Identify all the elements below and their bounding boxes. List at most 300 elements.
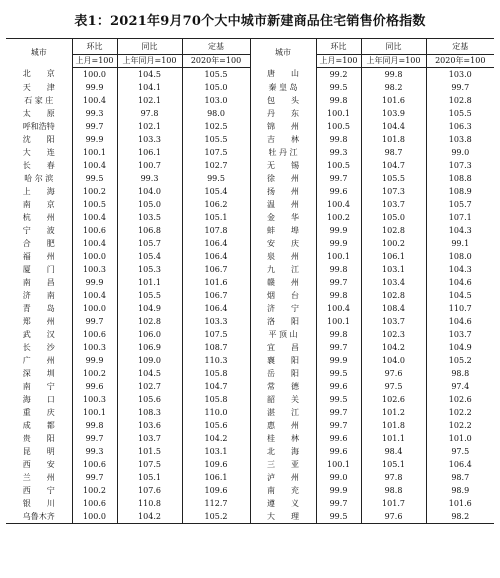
- index-yoy-left: 103.5: [117, 211, 182, 224]
- index-base-right: 110.7: [426, 302, 494, 315]
- index-yoy-left: 97.8: [117, 107, 182, 120]
- city-name-left: 长 沙: [22, 342, 55, 352]
- index-base-right: 108.9: [426, 185, 494, 198]
- index-mom-left: 99.8: [72, 419, 117, 432]
- index-base-right: 98.2: [426, 510, 494, 524]
- index-mom-left: 100.2: [72, 484, 117, 497]
- index-base-left: 106.7: [182, 263, 250, 276]
- index-mom-right: 99.8: [316, 133, 361, 146]
- city-name-left: 厦 门: [22, 264, 55, 274]
- index-mom-right: 99.7: [316, 172, 361, 185]
- city-name-right: 桂 林: [250, 432, 316, 445]
- index-base-right: 103.8: [426, 133, 494, 146]
- index-mom-right: 99.5: [316, 393, 361, 406]
- index-mom-left: 100.4: [72, 289, 117, 302]
- index-yoy-right: 106.1: [361, 250, 426, 263]
- table-row: [6, 393, 494, 406]
- index-mom-right: 99.9: [316, 354, 361, 367]
- index-yoy-right: 105.5: [361, 172, 426, 185]
- index-base-left: 103.3: [182, 315, 250, 328]
- index-base-left: 105.2: [182, 510, 250, 524]
- index-base-left: 106.2: [182, 198, 250, 211]
- index-mom-right: 99.9: [316, 237, 361, 250]
- index-base-left: 105.0: [182, 81, 250, 94]
- index-yoy-left: 109.0: [117, 354, 182, 367]
- table-row: [6, 445, 494, 458]
- table-row: [6, 458, 494, 471]
- header-mom-sub-right: 上月=100: [316, 55, 361, 68]
- index-base-left: 102.7: [182, 159, 250, 172]
- index-mom-left: 100.4: [72, 237, 117, 250]
- index-base-right: 104.6: [426, 315, 494, 328]
- index-yoy-right: 105.0: [361, 211, 426, 224]
- city-name-right: 泉 州: [250, 250, 316, 263]
- index-base-left: 110.0: [182, 406, 250, 419]
- index-base-right: 98.9: [426, 484, 494, 497]
- index-yoy-right: 107.3: [361, 185, 426, 198]
- index-mom-right: 99.8: [316, 328, 361, 341]
- index-base-left: 107.8: [182, 224, 250, 237]
- table-row: [6, 185, 494, 198]
- city-name-left: 沈 阳: [22, 134, 55, 144]
- index-mom-right: 100.5: [316, 120, 361, 133]
- index-mom-right: 99.7: [316, 406, 361, 419]
- index-mom-left: 99.7: [72, 315, 117, 328]
- city-name-right: 三 亚: [250, 458, 316, 471]
- index-yoy-left: 106.8: [117, 224, 182, 237]
- table-row: [6, 211, 494, 224]
- index-base-right: 99.1: [426, 237, 494, 250]
- index-yoy-right: 104.4: [361, 120, 426, 133]
- table-row: [6, 237, 494, 250]
- city-name-right: 常 德: [250, 380, 316, 393]
- index-yoy-right: 103.7: [361, 315, 426, 328]
- index-yoy-right: 98.2: [361, 81, 426, 94]
- index-base-left: 109.6: [182, 484, 250, 497]
- index-mom-left: 99.3: [72, 107, 117, 120]
- city-name-right: 岳 阳: [250, 367, 316, 380]
- index-yoy-right: 102.3: [361, 328, 426, 341]
- index-mom-left: 99.6: [72, 380, 117, 393]
- city-name-left: 济 南: [22, 290, 55, 300]
- table-body: [6, 68, 494, 524]
- index-yoy-left: 105.7: [117, 237, 182, 250]
- table-row: [6, 224, 494, 237]
- table-row: [6, 159, 494, 172]
- index-mom-right: 99.7: [316, 497, 361, 510]
- index-base-left: 105.8: [182, 393, 250, 406]
- city-name-left: 哈 尔 滨: [24, 173, 54, 183]
- index-yoy-right: 102.8: [361, 224, 426, 237]
- index-mom-left: 99.3: [72, 445, 117, 458]
- index-yoy-left: 104.0: [117, 185, 182, 198]
- index-base-right: 101.6: [426, 497, 494, 510]
- city-name-left: 北 京: [22, 69, 55, 79]
- index-yoy-right: 103.4: [361, 276, 426, 289]
- city-name-right: 金 华: [250, 211, 316, 224]
- index-base-right: 98.8: [426, 367, 494, 380]
- index-base-right: 102.8: [426, 94, 494, 107]
- index-base-left: 105.4: [182, 185, 250, 198]
- table-row: [6, 172, 494, 185]
- city-name-left: 西 安: [22, 459, 55, 469]
- city-name-left: 海 口: [22, 394, 55, 404]
- city-name-left: 合 肥: [22, 238, 55, 248]
- index-mom-right: 99.9: [316, 484, 361, 497]
- city-name-left: 南 京: [22, 199, 55, 209]
- index-yoy-right: 103.1: [361, 263, 426, 276]
- header-mom-right: 环比: [316, 39, 361, 55]
- city-name-right: 赣 州: [250, 276, 316, 289]
- index-base-left: 103.0: [182, 94, 250, 107]
- index-mom-left: 99.9: [72, 81, 117, 94]
- index-mom-left: 100.0: [72, 510, 117, 524]
- city-name-right: 包 头: [250, 94, 316, 107]
- city-name-left: 南 昌: [22, 277, 55, 287]
- index-base-right: 104.5: [426, 289, 494, 302]
- index-mom-left: 100.5: [72, 198, 117, 211]
- city-name-left: 贵 阳: [22, 433, 55, 443]
- city-name-right: 吉 林: [250, 133, 316, 146]
- index-mom-left: 100.6: [72, 458, 117, 471]
- index-yoy-right: 108.4: [361, 302, 426, 315]
- index-yoy-right: 103.9: [361, 107, 426, 120]
- city-name-left: 大 连: [22, 147, 55, 157]
- index-base-left: 101.6: [182, 276, 250, 289]
- table-row: [6, 341, 494, 354]
- index-yoy-right: 102.6: [361, 393, 426, 406]
- city-name-left: 长 春: [22, 160, 55, 170]
- city-name-left: 宁 波: [22, 225, 55, 235]
- index-yoy-left: 105.6: [117, 393, 182, 406]
- index-base-left: 105.1: [182, 211, 250, 224]
- index-yoy-left: 102.1: [117, 120, 182, 133]
- index-yoy-left: 101.5: [117, 445, 182, 458]
- index-mom-left: 100.4: [72, 159, 117, 172]
- index-mom-left: 100.4: [72, 211, 117, 224]
- index-base-right: 104.3: [426, 224, 494, 237]
- table-row: [6, 94, 494, 107]
- index-mom-left: 100.3: [72, 341, 117, 354]
- index-mom-left: 100.2: [72, 185, 117, 198]
- index-base-left: 105.8: [182, 367, 250, 380]
- index-mom-right: 99.5: [316, 510, 361, 524]
- index-yoy-right: 101.2: [361, 406, 426, 419]
- table-row: [6, 146, 494, 159]
- index-mom-right: 100.5: [316, 159, 361, 172]
- table-row: [6, 276, 494, 289]
- city-name-left: 广 州: [22, 355, 55, 365]
- index-mom-right: 99.8: [316, 94, 361, 107]
- index-mom-right: 99.8: [316, 289, 361, 302]
- index-yoy-left: 103.7: [117, 432, 182, 445]
- index-yoy-left: 106.9: [117, 341, 182, 354]
- header-mom-left: 环比: [72, 39, 117, 55]
- city-name-left: 乌鲁木齐: [6, 510, 72, 524]
- index-yoy-left: 110.8: [117, 497, 182, 510]
- city-name-left: 杭 州: [22, 212, 55, 222]
- city-name-right: 温 州: [250, 198, 316, 211]
- index-mom-right: 99.6: [316, 380, 361, 393]
- index-yoy-left: 102.1: [117, 94, 182, 107]
- header-base-sub-right: 2020年=100: [426, 55, 494, 68]
- table-row: [6, 432, 494, 445]
- table-row: [6, 471, 494, 484]
- table-row: [6, 354, 494, 367]
- index-base-right: 107.1: [426, 211, 494, 224]
- index-mom-right: 99.5: [316, 367, 361, 380]
- index-yoy-left: 102.8: [117, 315, 182, 328]
- index-yoy-left: 106.1: [117, 146, 182, 159]
- table-row: [6, 497, 494, 510]
- index-base-right: 104.3: [426, 263, 494, 276]
- header-yoy-sub-right: 上年同月=100: [361, 55, 426, 68]
- city-name-left: 呼和浩特: [22, 121, 55, 131]
- index-yoy-right: 104.0: [361, 354, 426, 367]
- table-row: [6, 120, 494, 133]
- index-base-left: 106.7: [182, 289, 250, 302]
- index-mom-right: 99.7: [316, 419, 361, 432]
- index-yoy-right: 98.8: [361, 484, 426, 497]
- index-base-right: 104.9: [426, 341, 494, 354]
- index-mom-left: 100.1: [72, 406, 117, 419]
- index-mom-left: 100.0: [72, 302, 117, 315]
- index-base-right: 102.2: [426, 406, 494, 419]
- index-mom-left: 99.7: [72, 471, 117, 484]
- city-name-left: 上 海: [22, 186, 55, 196]
- index-base-left: 103.1: [182, 445, 250, 458]
- index-base-right: 105.2: [426, 354, 494, 367]
- header-base-right: 定基: [426, 39, 494, 55]
- index-mom-right: 100.2: [316, 211, 361, 224]
- table-row: [6, 380, 494, 393]
- header-mom-sub-left: 上月=100: [72, 55, 117, 68]
- index-base-left: 112.7: [182, 497, 250, 510]
- header-yoy-left: 同比: [117, 39, 182, 55]
- index-yoy-left: 104.1: [117, 81, 182, 94]
- city-name-left: 武 汉: [22, 329, 55, 339]
- index-base-left: 110.3: [182, 354, 250, 367]
- city-name-right: 惠 州: [250, 419, 316, 432]
- index-yoy-left: 100.7: [117, 159, 182, 172]
- index-mom-left: 100.6: [72, 224, 117, 237]
- index-base-left: 106.4: [182, 250, 250, 263]
- index-base-right: 101.0: [426, 432, 494, 445]
- city-name-left: 郑 州: [22, 316, 55, 326]
- index-mom-right: 99.6: [316, 185, 361, 198]
- city-name-left: 重 庆: [22, 407, 55, 417]
- index-yoy-left: 104.5: [117, 68, 182, 82]
- header-yoy-sub-left: 上年同月=100: [117, 55, 182, 68]
- index-base-right: 108.8: [426, 172, 494, 185]
- index-base-left: 108.7: [182, 341, 250, 354]
- index-base-left: 107.5: [182, 146, 250, 159]
- table-row: [6, 406, 494, 419]
- index-yoy-left: 107.5: [117, 458, 182, 471]
- index-yoy-right: 101.6: [361, 94, 426, 107]
- city-name-left: 天 津: [22, 82, 55, 92]
- city-name-right: 牡 丹 江: [250, 146, 316, 159]
- table-row: [6, 198, 494, 211]
- city-name-right: 唐 山: [250, 68, 316, 82]
- table-row: [6, 81, 494, 94]
- table-row: [6, 107, 494, 120]
- index-base-right: 107.3: [426, 159, 494, 172]
- city-name-left: 青 岛: [22, 303, 55, 313]
- index-mom-right: 99.2: [316, 68, 361, 82]
- table-row: [6, 68, 494, 82]
- header-base-left: 定基: [182, 39, 250, 55]
- index-base-left: 106.1: [182, 471, 250, 484]
- city-name-right: 蚌 埠: [250, 224, 316, 237]
- index-mom-right: 99.6: [316, 432, 361, 445]
- city-name-left: 石 家 庄: [24, 95, 54, 105]
- index-mom-right: 100.1: [316, 315, 361, 328]
- index-yoy-left: 103.6: [117, 419, 182, 432]
- index-yoy-left: 99.3: [117, 172, 182, 185]
- table-row: [6, 250, 494, 263]
- index-base-right: 106.4: [426, 458, 494, 471]
- index-mom-left: 100.6: [72, 328, 117, 341]
- index-base-right: 105.7: [426, 198, 494, 211]
- index-base-left: 106.4: [182, 302, 250, 315]
- index-base-right: 108.0: [426, 250, 494, 263]
- index-base-right: 98.7: [426, 471, 494, 484]
- index-yoy-right: 97.8: [361, 471, 426, 484]
- index-yoy-left: 107.6: [117, 484, 182, 497]
- index-mom-left: 99.9: [72, 354, 117, 367]
- index-yoy-right: 98.4: [361, 445, 426, 458]
- city-name-right: 平 顶 山: [250, 328, 316, 341]
- index-mom-right: 99.7: [316, 341, 361, 354]
- city-name-right: 宜 昌: [250, 341, 316, 354]
- index-base-left: 104.2: [182, 432, 250, 445]
- table-row: [6, 315, 494, 328]
- city-name-left: 银 川: [22, 498, 55, 508]
- index-mom-left: 100.0: [72, 68, 117, 82]
- index-base-left: 98.0: [182, 107, 250, 120]
- city-name-left: 太 原: [22, 108, 55, 118]
- city-name-right: 徐 州: [250, 172, 316, 185]
- index-mom-right: 100.4: [316, 302, 361, 315]
- index-mom-right: 99.3: [316, 146, 361, 159]
- index-yoy-right: 105.1: [361, 458, 426, 471]
- index-mom-right: 100.1: [316, 107, 361, 120]
- index-base-left: 109.6: [182, 458, 250, 471]
- table-row: [6, 328, 494, 341]
- index-mom-right: 99.0: [316, 471, 361, 484]
- city-name-left: 深 圳: [22, 368, 55, 378]
- index-yoy-left: 106.0: [117, 328, 182, 341]
- index-yoy-left: 104.5: [117, 367, 182, 380]
- index-base-right: 105.5: [426, 107, 494, 120]
- city-name-right: 泸 州: [250, 471, 316, 484]
- index-mom-right: 99.9: [316, 224, 361, 237]
- table-row: [6, 484, 494, 497]
- index-yoy-left: 104.9: [117, 302, 182, 315]
- index-base-right: 104.6: [426, 276, 494, 289]
- table-row: [6, 289, 494, 302]
- index-base-right: 99.7: [426, 81, 494, 94]
- index-base-right: 97.5: [426, 445, 494, 458]
- index-yoy-right: 101.7: [361, 497, 426, 510]
- index-mom-right: 100.4: [316, 198, 361, 211]
- index-mom-right: 100.1: [316, 250, 361, 263]
- index-yoy-left: 105.3: [117, 263, 182, 276]
- city-name-right: 烟 台: [250, 289, 316, 302]
- city-name-left: 昆 明: [22, 446, 55, 456]
- index-base-left: 104.7: [182, 380, 250, 393]
- header-yoy-right: 同比: [361, 39, 426, 55]
- index-base-left: 105.5: [182, 133, 250, 146]
- city-name-right: 安 庆: [250, 237, 316, 250]
- city-name-right: 秦 皇 岛: [250, 81, 316, 94]
- index-mom-left: 99.5: [72, 172, 117, 185]
- index-mom-right: 99.8: [316, 263, 361, 276]
- city-name-left: 成 都: [22, 420, 55, 430]
- header-city-right: 城市: [250, 39, 316, 68]
- index-yoy-left: 102.7: [117, 380, 182, 393]
- city-name-right: 洛 阳: [250, 315, 316, 328]
- index-mom-left: 100.0: [72, 250, 117, 263]
- city-name-left: 兰 州: [22, 472, 55, 482]
- index-yoy-right: 102.8: [361, 289, 426, 302]
- table-row: [6, 302, 494, 315]
- index-yoy-left: 103.3: [117, 133, 182, 146]
- index-base-left: 105.6: [182, 419, 250, 432]
- index-yoy-right: 103.7: [361, 198, 426, 211]
- index-base-left: 99.5: [182, 172, 250, 185]
- index-yoy-right: 100.2: [361, 237, 426, 250]
- index-base-right: 103.7: [426, 328, 494, 341]
- index-yoy-left: 105.5: [117, 289, 182, 302]
- index-base-right: 102.6: [426, 393, 494, 406]
- index-base-left: 106.4: [182, 237, 250, 250]
- table-row: [6, 510, 494, 524]
- city-name-left: 西 宁: [22, 485, 55, 495]
- index-yoy-left: 104.2: [117, 510, 182, 524]
- index-base-left: 102.5: [182, 120, 250, 133]
- index-yoy-right: 99.8: [361, 68, 426, 82]
- index-mom-left: 100.1: [72, 146, 117, 159]
- table-row: [6, 133, 494, 146]
- index-base-right: 106.3: [426, 120, 494, 133]
- city-name-right: 丹 东: [250, 107, 316, 120]
- index-mom-right: 99.5: [316, 81, 361, 94]
- table-row: [6, 419, 494, 432]
- city-name-right: 襄 阳: [250, 354, 316, 367]
- city-name-left: 南 宁: [22, 381, 55, 391]
- index-mom-left: 100.2: [72, 367, 117, 380]
- index-mom-right: 99.6: [316, 445, 361, 458]
- index-base-right: 103.0: [426, 68, 494, 82]
- index-mom-right: 99.7: [316, 276, 361, 289]
- city-name-right: 遵 义: [250, 497, 316, 510]
- city-name-right: 湛 江: [250, 406, 316, 419]
- index-yoy-right: 104.7: [361, 159, 426, 172]
- header-city-left: 城市: [6, 39, 72, 68]
- index-mom-left: 99.7: [72, 432, 117, 445]
- city-name-left: 福 州: [22, 251, 55, 261]
- index-yoy-right: 97.6: [361, 510, 426, 524]
- table-row: [6, 367, 494, 380]
- index-mom-left: 100.3: [72, 393, 117, 406]
- index-mom-left: 100.3: [72, 263, 117, 276]
- index-mom-left: 100.6: [72, 497, 117, 510]
- index-yoy-left: 105.0: [117, 198, 182, 211]
- index-yoy-right: 101.1: [361, 432, 426, 445]
- index-base-right: 97.4: [426, 380, 494, 393]
